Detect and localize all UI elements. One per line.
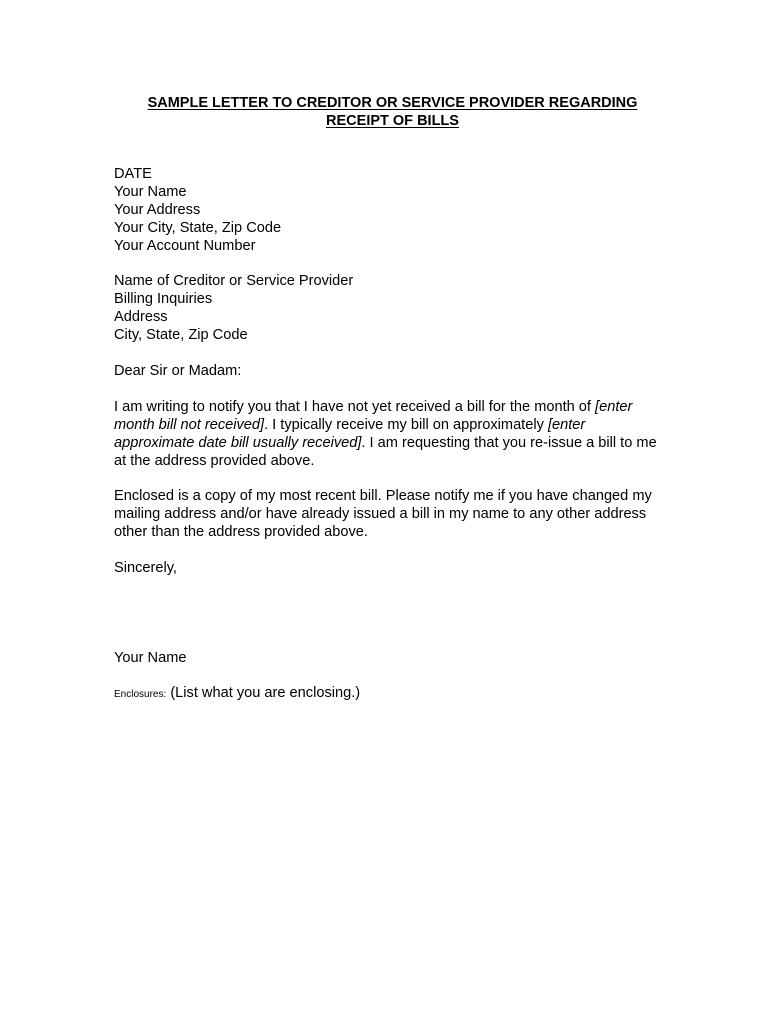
sender-date: DATE	[114, 166, 152, 182]
recipient-address: Address	[114, 309, 168, 325]
enclosures-line	[114, 684, 659, 704]
paragraph-2: Enclosed is a copy of my most recent bill. Please notify me if you have changed my mailing address and/or have already issued a bill in my name to any other address other than the address provided above.	[114, 488, 652, 540]
closing: Sincerely,	[114, 560, 177, 576]
recipient-name: Name of Creditor or Service Provider	[114, 273, 354, 289]
sender-block	[114, 165, 659, 255]
salutation: Dear Sir or Madam:	[114, 363, 242, 379]
sender-city-state-zip: Your City, State, Zip Code	[114, 220, 282, 236]
title-line-1: SAMPLE LETTER TO CREDITOR OR SERVICE PROVIDER REGARDING	[147, 95, 638, 111]
placeholder-date: [enter approximate date bill usually received]	[114, 417, 586, 451]
paragraph-1-part-1: I am writing to notify you that I have not yet received a bill for the month of	[114, 399, 596, 415]
recipient-city-state-zip: City, State, Zip Code	[114, 327, 248, 343]
paragraph-1	[114, 398, 659, 470]
sender-name: Your Name	[114, 184, 187, 200]
sender-address: Your Address	[114, 202, 201, 218]
recipient-block	[114, 272, 659, 344]
paragraph-1-part-3: . I am requesting that you re-issue a bill to me at the address provided above.	[114, 435, 657, 469]
sender-account-number: Your Account Number	[114, 238, 256, 254]
letter-title	[100, 94, 685, 130]
recipient-department: Billing Inquiries	[114, 291, 213, 307]
title-line-2: RECEIPT OF BILLS	[326, 113, 459, 129]
enclosures-text: (List what you are enclosing.)	[170, 685, 361, 701]
signature-name: Your Name	[114, 650, 187, 666]
placeholder-month: [enter month bill not received]	[114, 399, 633, 433]
paragraph-1-part-2: . I typically receive my bill on approximately	[264, 417, 548, 433]
enclosures-label: Enclosures:	[114, 689, 167, 700]
